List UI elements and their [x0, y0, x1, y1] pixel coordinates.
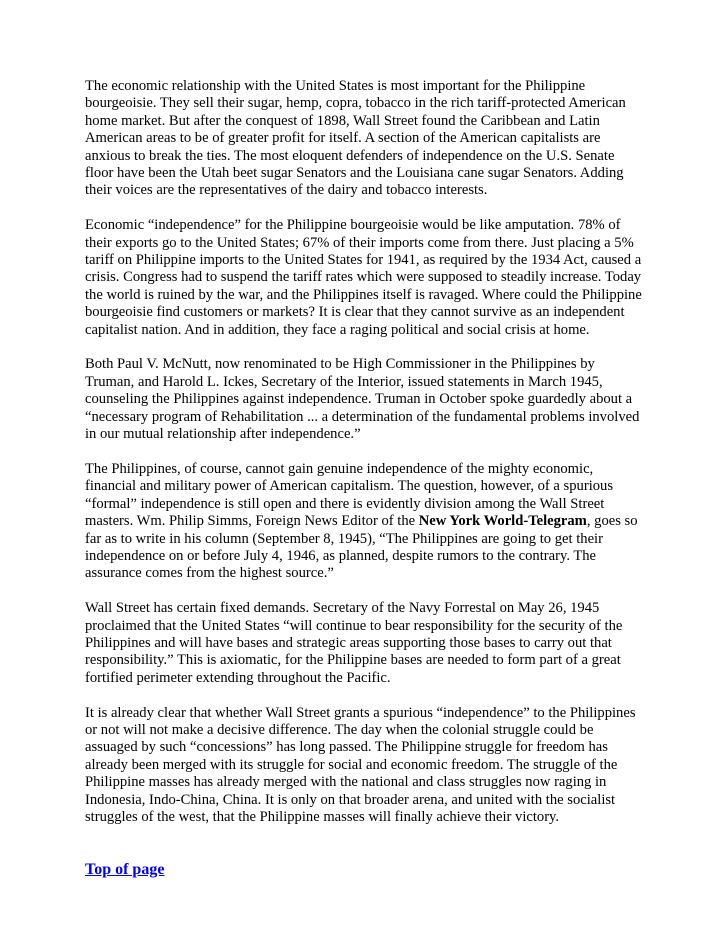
- paragraph-economic-relationship: The economic relationship with the United States is most important for the Philippine bourgeoisie. They sell their sugar, hemp, copra, tobacco in the rich tariff-protected American home market. But after the conquest of 1898, Wall Street found the Caribbean and Latin American areas to be of greater profit for itself. A section of the American capitalists are anxious to break the ties. The most eloquent defenders of independence on the U.S. Senate floor have been the Utah beet sugar Senators and the Louisiana cane sugar Senators. Adding their voices are the representatives of the dairy and tobacco interests.: [85, 78, 626, 199]
- paragraph-text-before: The Philippines, of course, cannot gain genuine independence of the mighty economic, financial and military power of American capitalism. The question, however, of a spurious “formal” independence is still open and there is evidently division among the Wall Street masters. Wm. Philip Simms, Foreign News Editor of the: [85, 460, 614, 530]
- paragraph-economic-independence: Economic “independence” for the Philippine bourgeoisie would be like amputation. 78% of their exports go to the United States; 67% of their imports come from there. Just placing a 5% tariff on Philippine imports to the United States for 1941, as required by the 1934 Act, caused a crisis. Congress had to suspend the tariff rates which were supposed to steadily increase. Today the world is ruined by the war, and the Philippines itself is ravaged. Where could the Philippine bourgeoisie find customers or markets? It is clear that they cannot survive as an independent capitalist nation. And in addition, they face a raging political and social crisis at home.: [85, 217, 642, 338]
- newspaper-title: New York World-Telegram: [418, 513, 587, 530]
- top-of-page-link[interactable]: Top of page: [85, 860, 165, 878]
- paragraph-fixed-demands: Wall Street has certain fixed demands. Secretary of the Navy Forrestal on May 26, 1945 proclaimed that the United States “will continue to bear responsibility for the security of the Philippines and will have bases and strategic areas supporting those bases to carry out that responsibility.” This is axiomatic, for the Philippine bases are needed to form part of a great fortified perimeter extending throughout the Pacific.: [85, 600, 623, 686]
- paragraph-conclusion: It is already clear that whether Wall Street grants a spurious “independence” to the Philippines or not will not make a decisive difference. The day when the colonial struggle could be assuaged by such “concessions” has long passed. The Philippine struggle for freedom has already been merged with its struggle for social and economic freedom. The struggle of the Philippine masses has already merged with the national and class struggles now raging in Indonesia, Indo-China, China. It is only on that broader arena, and united with the socialist struggles of the west, that the Philippine masses will finally achieve their victory.: [85, 704, 636, 825]
- paragraph-text-after: , goes so far as to write in his column (September 8, 1945), “The Philippines are going to get their independence on or before July 4, 1946, as planned, despite rumors to the contrary. The assurance comes from the highest source.”: [85, 513, 638, 582]
- document-page: [85, 78, 645, 879]
- paragraph-mcnutt-ickes: Both Paul V. McNutt, now renominated to be High Commissioner in the Philippines by Truman, and Harold L. Ickes, Secretary of the Interior, issued statements in March 1945, counseling the Philippines against independence. Truman in October spoke guardedly about a “necessary program of Rehabilitation ... a determination of the fundamental problems involved in our mutual relationship after independence.”: [85, 356, 640, 443]
- paragraph-formal-independence: [85, 461, 645, 583]
